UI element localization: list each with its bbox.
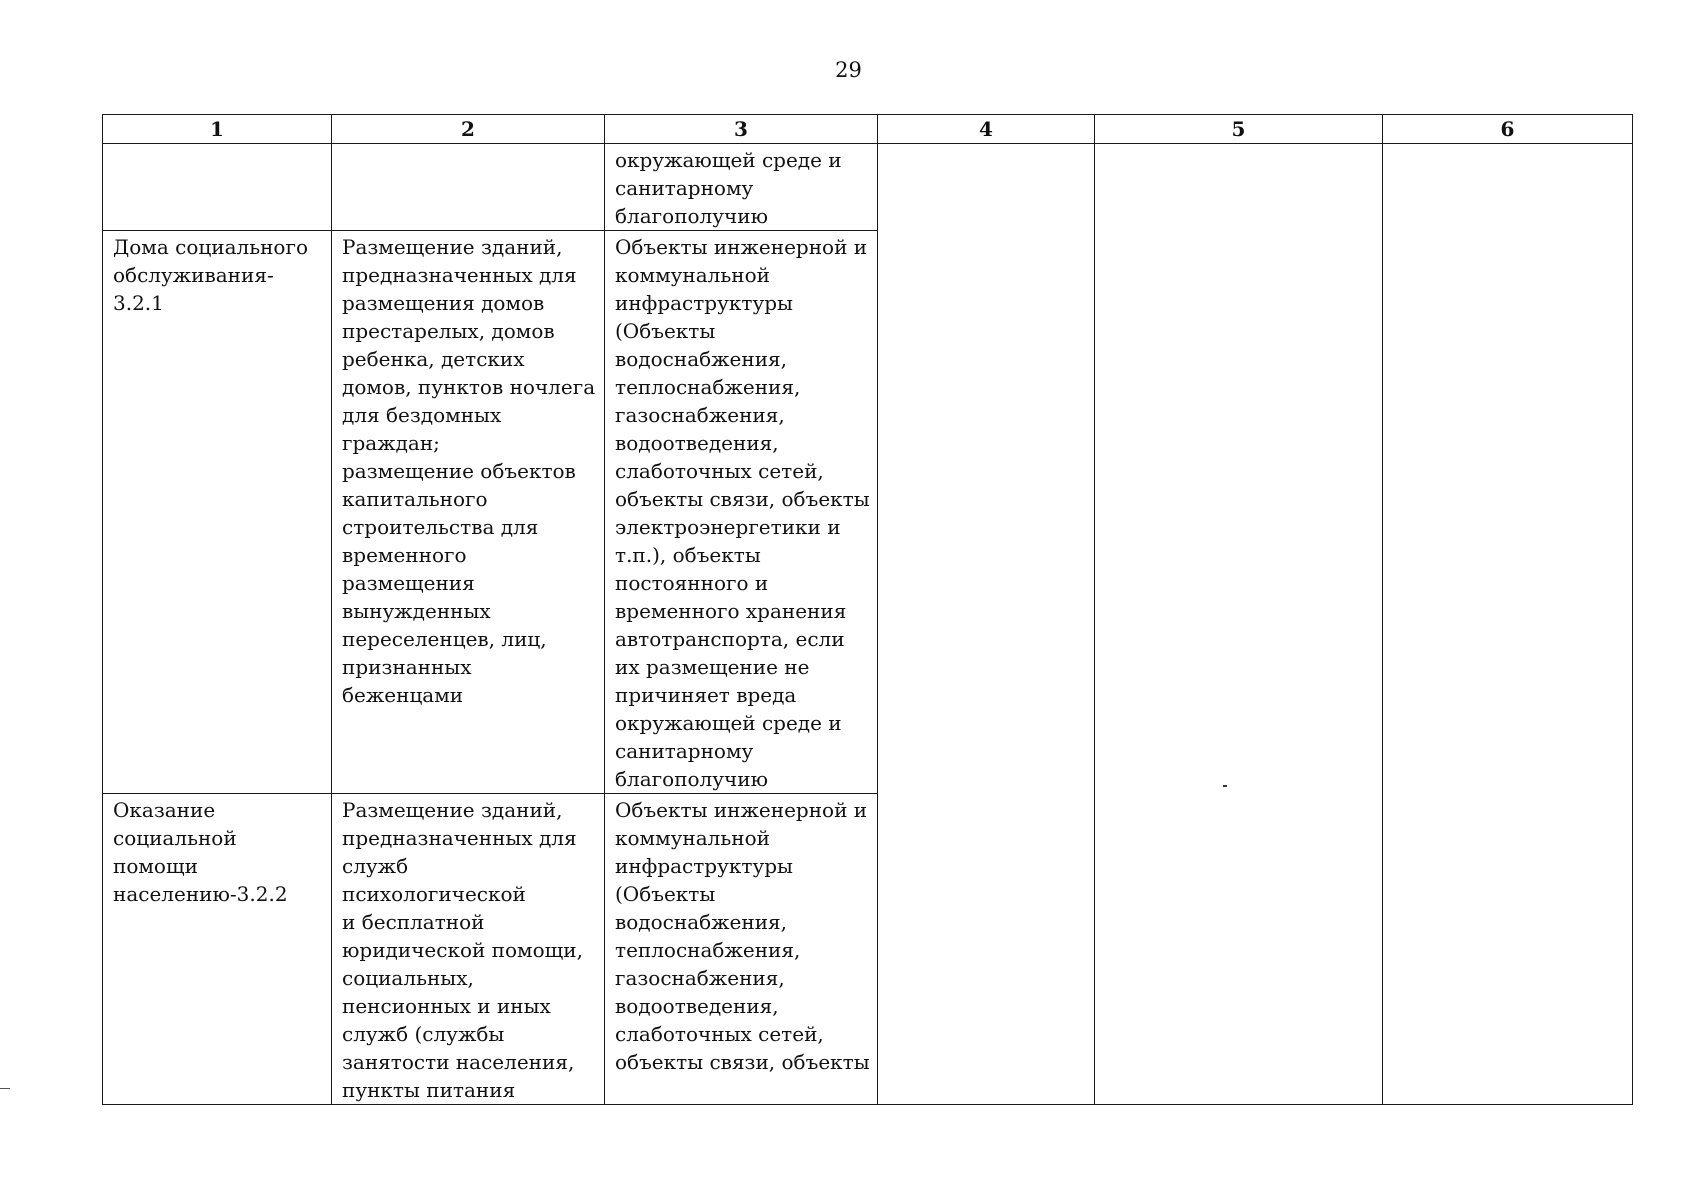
table-cell xyxy=(605,144,878,231)
cell-text: Оказание социальной помощи населению-3.2.2 xyxy=(113,798,288,906)
regulation-table xyxy=(102,114,1633,1105)
table-cell xyxy=(103,231,332,794)
cell-text: Размещение зданий, предназначенных для служб психологической и бесплатной юридической помощи, социальных, пенсионных и иных служб (службы занятости населения, пункты питания xyxy=(342,798,583,1102)
table-cell-empty xyxy=(1095,144,1383,1105)
column-header: 3 xyxy=(605,115,878,144)
column-header: 1 xyxy=(103,115,332,144)
cell-text: Размещение зданий, предназначенных для размещения домов престарелых, домов ребенка, детских домов, пунктов ночлега для бездомных граждан; размещение объектов капитального строительства для временного размещения вынужденных переселенцев, лиц, признанных беженцами xyxy=(342,235,596,707)
cell-text: окружающей среде и санитарному благополучию xyxy=(615,148,842,228)
column-header: 4 xyxy=(878,115,1095,144)
table-cell xyxy=(605,231,878,794)
page-number: 29 xyxy=(835,58,862,82)
table-cell xyxy=(605,794,878,1105)
table-cell-empty xyxy=(332,144,605,231)
table-header-row xyxy=(103,115,1633,144)
column-header: 5 xyxy=(1095,115,1383,144)
table-cell-empty xyxy=(103,144,332,231)
cell-text: Объекты инженерной и коммунальной инфраструктуры (Объекты водоснабжения, теплоснабжения, газоснабжения, водоотведения, слаботочных сетей, объекты связи, объекты электроэнергетики и т.п.), объекты постоянного и временного хранения автотранспорта, если их размещение не причиняет вреда окружающей среде и санитарному благополучию xyxy=(615,235,870,791)
cell-text: Дома социального обслуживания- 3.2.1 xyxy=(113,235,308,315)
column-header: 2 xyxy=(332,115,605,144)
table-cell xyxy=(332,231,605,794)
column-header: 6 xyxy=(1383,115,1633,144)
table-cell-empty xyxy=(1383,144,1633,1105)
cell-text: Объекты инженерной и коммунальной инфраструктуры (Объекты водоснабжения, теплоснабжения, газоснабжения, водоотведения, слаботочных сетей, объекты связи, объекты xyxy=(615,798,870,1074)
table-cell xyxy=(332,794,605,1105)
scan-margin-mark xyxy=(0,1088,10,1089)
table-row-continuation xyxy=(103,144,1633,231)
scan-speck xyxy=(1223,785,1227,787)
table-cell xyxy=(103,794,332,1105)
table-cell-empty xyxy=(878,144,1095,1105)
